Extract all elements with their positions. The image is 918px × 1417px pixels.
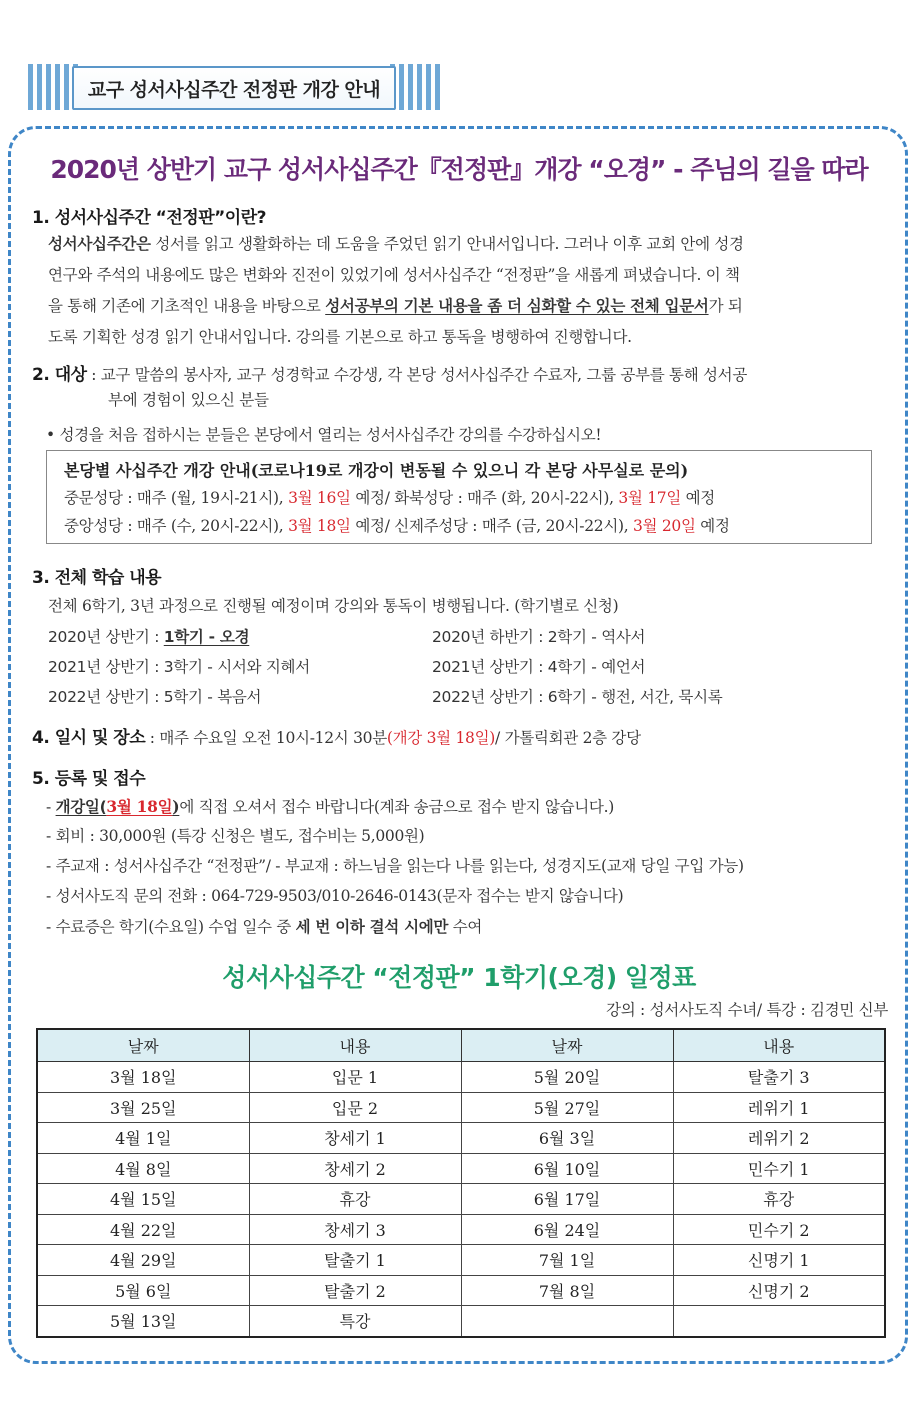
section1-heading-b: 전정판: [166, 208, 215, 228]
cell-content: 휴강: [249, 1184, 461, 1215]
cell-content: 창세기 2: [249, 1153, 461, 1184]
cell-date: 7월 1일: [461, 1245, 673, 1276]
cell-date: 4월 29일: [37, 1245, 249, 1276]
section4-text-b: (개강 3월 18일): [386, 729, 496, 747]
item4-text: : 064-729-9503/010-2646-0143(문자 접수는 받지 않습니다): [196, 887, 624, 905]
item3-dash: -: [46, 857, 56, 875]
schedule-header-row: [37, 1029, 885, 1062]
parish-row-2: [64, 510, 730, 543]
section5-item-1: [46, 790, 614, 824]
col-header-content: 내용: [673, 1029, 885, 1062]
cell-date: 3월 25일: [37, 1092, 249, 1123]
item5-label: 수료증: [55, 918, 100, 936]
cell-date: 5월 20일: [461, 1062, 673, 1093]
section4-line: [32, 722, 641, 755]
cell-date: 7월 8일: [461, 1275, 673, 1306]
item5-text-a: 은 학기(수요일) 수업 일수 중: [99, 918, 296, 936]
section2-heading: 2. 대상: [32, 365, 87, 385]
semester-right-1: [432, 621, 645, 654]
section2-text-b: 부에 경험이 있으신 분들: [108, 391, 269, 409]
parish-row1-a: 중문성당 : 매주 (월, 19시-21시),: [64, 489, 289, 507]
semester-left-3: [48, 681, 261, 714]
item1-text: 에 직접 오셔서 접수 바랍니다(계좌 송금으로 접수 받지 않습니다.): [179, 798, 614, 816]
parish-row2-e: : 매주 (금, 20시-22시),: [467, 517, 633, 535]
section1-line4: 도록 기획한 성경 읽기 안내서입니다. 강의를 기본으로 하고 통독을 병행하여 진행합니다.: [48, 328, 632, 346]
cell-date: 5월 6일: [37, 1275, 249, 1306]
table-row: [37, 1184, 885, 1215]
col-header-content: 내용: [249, 1029, 461, 1062]
parish-row2-date1: 3월 18일: [288, 517, 351, 535]
semester-value: 4학기 - 예언서: [547, 658, 646, 676]
cell-content: 신명기 1: [673, 1245, 885, 1276]
cell-date: 4월 15일: [37, 1184, 249, 1215]
cell-content: 특강: [249, 1306, 461, 1337]
semester-value: 5학기 - 복음서: [163, 688, 262, 706]
col-header-date: 날짜: [37, 1029, 249, 1062]
section5-item-4: [46, 880, 623, 913]
parish-row1-e: : 매주 (화, 20시-22시),: [452, 489, 619, 507]
item2-dash: -: [46, 827, 56, 845]
section1-line1-bold: 성서사십주간은: [48, 235, 151, 253]
cell-date: [461, 1306, 673, 1337]
table-row: [37, 1275, 885, 1306]
main-title: 2020년 상반기 교구 성서사십주간『전정판』개강 “오경” - 주님의 길을 따라: [50, 155, 868, 184]
cell-content: 창세기 1: [249, 1123, 461, 1154]
semester-value-current: 1학기 - 오경: [163, 628, 250, 646]
parish-row2-g: 예정: [695, 517, 730, 535]
semester-value: 2학기 - 역사서: [547, 628, 646, 646]
schedule-table: [36, 1028, 886, 1338]
item1-dash: -: [46, 798, 56, 816]
parish-row1-date2: 3월 17일: [618, 489, 681, 507]
item5-emphasis: 세 번 이하 결석 시에만: [295, 917, 449, 936]
cell-content: 탈출기 2: [249, 1275, 461, 1306]
parish-row2-d: 신제주성당: [394, 517, 468, 535]
table-row: [37, 1306, 885, 1337]
item1-close: ): [172, 797, 180, 816]
cell-date: 5월 27일: [461, 1092, 673, 1123]
cell-date: 6월 24일: [461, 1214, 673, 1245]
banner-stripes-right: [390, 64, 440, 110]
cell-content: 레위기 1: [673, 1092, 885, 1123]
item3-label-sub: 부교재: [284, 857, 329, 875]
cell-date: 4월 22일: [37, 1214, 249, 1245]
cell-date: 6월 10일: [461, 1153, 673, 1184]
cell-date: 3월 18일: [37, 1062, 249, 1093]
banner-stripes-left: [28, 64, 78, 110]
semester-value: 6학기 - 행전, 서간, 묵시록: [547, 688, 723, 706]
section2-text-a: : 교구 말씀의 봉사자, 교구 성경학교 수강생, 각 본당 성서사십주간 수료자, 그룹 공부를 통해 성서공: [86, 366, 748, 384]
cell-date: 4월 1일: [37, 1123, 249, 1154]
section3-heading: 3. 전체 학습 내용: [32, 568, 162, 588]
parish-row2-date2: 3월 20일: [633, 517, 696, 535]
item3-text-b: : 하느님을 읽는다 나를 읽는다, 성경지도(교재 당일 구입 가능): [328, 857, 744, 875]
semester-left-2: [48, 651, 310, 684]
section5-item-5: [46, 910, 482, 944]
section1-heading-a: 1. 성서사십주간 “: [32, 208, 167, 228]
section1-heading: [32, 203, 266, 228]
cell-content: 입문 1: [249, 1062, 461, 1093]
cell-content: 휴강: [673, 1184, 885, 1215]
section3-intro: 전체 6학기, 3년 과정으로 진행될 예정이며 강의와 통독이 병행됩니다. (학기별로 신청): [48, 597, 619, 615]
cell-content: 신명기 2: [673, 1275, 885, 1306]
table-row: [37, 1062, 885, 1093]
item4-label: 성서사도직 문의 전화: [55, 887, 197, 905]
item5-dash: -: [46, 918, 56, 936]
parish-row2-c: 예정/: [350, 517, 395, 535]
schedule-credit: 강의 : 성서사도직 수녀/ 특강 : 김경민 신부: [606, 1001, 888, 1019]
col-header-date: 날짜: [461, 1029, 673, 1062]
parish-row1-c: 예정/: [350, 489, 395, 507]
table-row: [37, 1245, 885, 1276]
semester-right-2: [432, 651, 645, 684]
item2-label: 회비: [55, 827, 85, 845]
cell-content: 입문 2: [249, 1092, 461, 1123]
parish-row1-date1: 3월 16일: [288, 489, 351, 507]
parish-row2-a: 중앙성당 : 매주 (수, 20시-22시),: [64, 517, 289, 535]
section1-heading-c: ”이란?: [214, 208, 267, 228]
semester-label: 2021년 상반기 :: [432, 658, 548, 676]
table-row: [37, 1123, 885, 1154]
section1-line3: [48, 290, 743, 323]
item1-open-day: 개강일(: [55, 798, 107, 816]
section5-item-3: [46, 850, 744, 883]
semester-left-1: [48, 621, 249, 654]
schedule-title: 성서사십주간 “전정판” 1학기(오경) 일정표: [222, 963, 696, 992]
section1-line1-rest: 성서를 읽고 생활화하는 데 도움을 주었던 읽기 안내서입니다. 그러나 이후 교회 안에 성경: [150, 235, 744, 253]
cell-content: 레위기 2: [673, 1123, 885, 1154]
section4-text-c: / 가톨릭회관 2층 강당: [495, 729, 641, 747]
cell-date: 6월 3일: [461, 1123, 673, 1154]
cell-date: 5월 13일: [37, 1306, 249, 1337]
section5-item-2: [46, 820, 424, 853]
semester-label: 2020년 상반기 :: [48, 628, 164, 646]
item3-text-a: : 성서사십주간 “전정판”/ -: [99, 857, 285, 875]
item1-date: 3월 18일: [106, 797, 173, 816]
semester-label: 2020년 하반기 :: [432, 628, 548, 646]
section4-text-a: : 매주 수요일 오전 10시-12시 30분: [145, 729, 387, 747]
table-row: [37, 1092, 885, 1123]
section5-heading: 5. 등록 및 접수: [32, 769, 146, 789]
item3-label-main: 주교재: [55, 857, 100, 875]
semester-label: 2021년 상반기 :: [48, 658, 164, 676]
parish-box-title: 본당별 사십주간 개강 안내(코로나19로 개강이 변동될 수 있으니 각 본당 사무실로 문의): [64, 461, 689, 480]
section1-line3-a: 을 통해 기존에 기초적인 내용을 바탕으로: [48, 297, 326, 315]
banner-title: 교구 성서사십주간 전정판 개강 안내: [72, 66, 396, 110]
section1-line3-c: 가 되: [708, 297, 743, 315]
semester-label: 2022년 상반기 :: [48, 688, 164, 706]
table-row: [37, 1214, 885, 1245]
cell-content: 탈출기 1: [249, 1245, 461, 1276]
parish-row1-d: 화북성당: [394, 489, 453, 507]
item2-text: : 30,000원 (특강 신청은 별도, 접수비는 5,000원): [84, 827, 425, 845]
section2-bullet: • 성경을 처음 접하시는 분들은 본당에서 열리는 성서사십주간 강의를 수강하십시오!: [46, 426, 602, 444]
item4-dash: -: [46, 887, 56, 905]
cell-content: 민수기 1: [673, 1153, 885, 1184]
semester-value: 3학기 - 시서와 지혜서: [163, 658, 310, 676]
section1-line1: [48, 228, 744, 261]
cell-content: 창세기 3: [249, 1214, 461, 1245]
section1-line3-b: 성서공부의 기본 내용을 좀 더 심화할 수 있는 전체 입문서: [325, 297, 709, 315]
cell-date: 4월 8일: [37, 1153, 249, 1184]
semester-label: 2022년 상반기 :: [432, 688, 548, 706]
header-banner: [28, 64, 440, 110]
cell-date: 6월 17일: [461, 1184, 673, 1215]
section4-heading: 4. 일시 및 장소: [32, 728, 146, 748]
section1-line2: 연구와 주석의 내용에도 많은 변화와 진전이 있었기에 성서사십주간 “전정판”을 새롭게 펴냈습니다. 이 책: [48, 266, 740, 284]
cell-content: 민수기 2: [673, 1214, 885, 1245]
parish-row1-g: 예정: [681, 489, 715, 507]
semester-right-3: [432, 681, 722, 714]
item5-text-b: 수여: [448, 918, 483, 936]
cell-content: 탈출기 3: [673, 1062, 885, 1093]
cell-content: [673, 1306, 885, 1337]
table-row: [37, 1153, 885, 1184]
